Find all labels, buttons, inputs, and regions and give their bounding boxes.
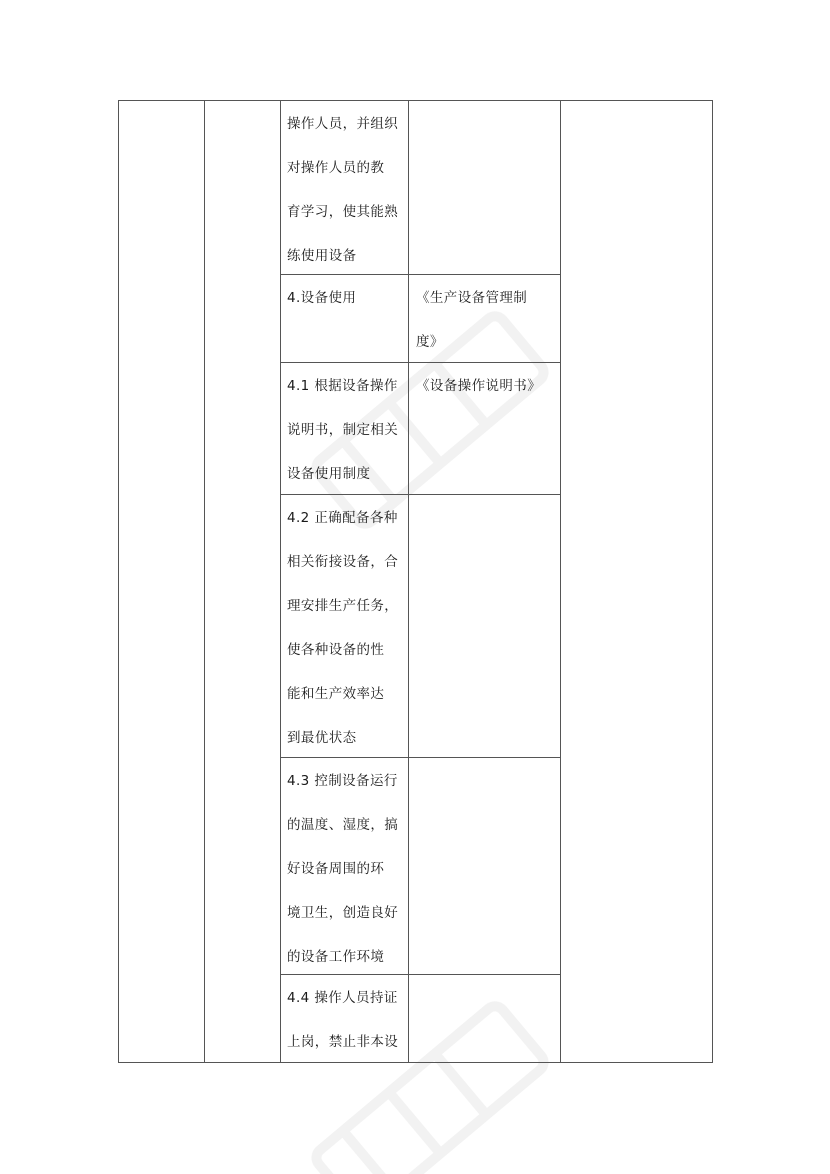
cell-line: 的温度、湿度，搞 (287, 817, 399, 833)
cell-line: 4.1 根据设备操作 (287, 378, 398, 394)
cell-line: 境卫生，创造良好 (287, 905, 399, 921)
table-column-divider-2 (280, 100, 281, 1063)
cell-line: 4.设备使用 (287, 290, 357, 306)
cell-line: 《设备操作说明书》 (416, 378, 542, 394)
cell-line: 育学习，使其能熟 (287, 204, 399, 220)
cell-line: 4.3 控制设备运行 (287, 773, 398, 789)
cell-line: 设备使用制度 (287, 466, 371, 482)
table-border-left (118, 100, 119, 1063)
table-cell-step (287, 364, 405, 496)
table-column-divider-3 (408, 100, 409, 1063)
table-border-right (712, 100, 713, 1063)
table-cell-step (287, 976, 405, 1064)
table-cell-step (287, 102, 405, 278)
cell-line: 理安排生产任务， (287, 598, 399, 614)
table-border-bottom (118, 1062, 713, 1063)
table-cell-step (287, 276, 405, 320)
cell-line: 4.4 操作人员持证 (287, 990, 398, 1006)
cell-line: 到最优状态 (287, 730, 357, 746)
cell-line: 上岗，禁止非本设 (287, 1034, 399, 1050)
table-cell-step (287, 496, 405, 760)
cell-line: 好设备周围的环 (287, 861, 385, 877)
cell-line: 4.2 正确配备各种 (287, 510, 398, 526)
table-border-top (118, 100, 713, 101)
table-cell-step (287, 759, 405, 979)
table-column-divider-1 (204, 100, 205, 1063)
cell-line: 能和生产效率达 (287, 686, 385, 702)
cell-line: 对操作人员的教 (287, 160, 385, 176)
table-cell-reference (416, 364, 556, 408)
table-column-divider-4 (560, 100, 561, 1063)
cell-line: 《生产设备管理制 (416, 290, 528, 306)
cell-line: 相关衔接设备，合 (287, 554, 399, 570)
cell-line: 操作人员，并组织 (287, 116, 399, 132)
cell-line: 练使用设备 (287, 248, 357, 264)
cell-line: 使各种设备的性 (287, 642, 385, 658)
cell-line: 度》 (416, 334, 444, 350)
cell-line: 的设备工作环境 (287, 949, 385, 965)
cell-line: 说明书，制定相关 (287, 422, 399, 438)
table-cell-reference (416, 276, 556, 364)
